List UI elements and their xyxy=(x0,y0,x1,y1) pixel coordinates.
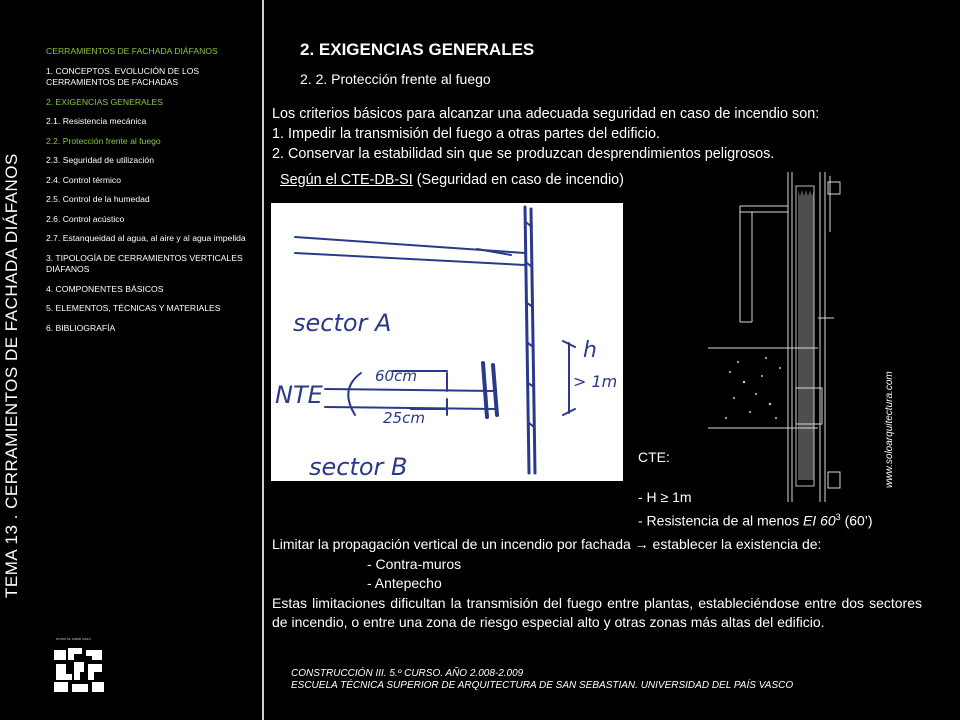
nav-item-acustico[interactable]: 2.6. Control acústico xyxy=(46,213,125,224)
logo-icon xyxy=(52,636,108,694)
nav-item-elementos[interactable]: 5. ELEMENTOS, TÉCNICAS Y MATERIALES xyxy=(46,303,221,313)
sketch-sector-b: sector B xyxy=(309,453,408,481)
university-logo xyxy=(52,636,108,694)
footer xyxy=(291,668,793,692)
sidebar-nav xyxy=(46,46,251,342)
watermark-text: www.soloarquitectura.com xyxy=(884,371,895,488)
cte-height-req: - H ≥ 1m xyxy=(638,489,692,505)
cte-link[interactable]: Según el CTE-DB-SI xyxy=(280,172,413,188)
cte-reference xyxy=(280,172,624,188)
sketch-sector-a: sector A xyxy=(293,309,392,337)
nav-item-bibliografia[interactable]: 6. BIBLIOGRAFÍA xyxy=(46,322,116,333)
sidebar-divider xyxy=(262,0,264,720)
nav-item-estanqueidad[interactable]: 2.7. Estanqueidad al agua, al aire y al agua impelida xyxy=(46,233,246,243)
nav-item-conceptos[interactable]: 1. CONCEPTOS. EVOLUCIÓN DE LOS CERRAMIENTOS DE FACHADAS xyxy=(46,65,200,87)
nav-item-proteccion[interactable]: 2.2. Protección frente al fuego xyxy=(46,135,161,146)
limit-paragraph: Estas limitaciones dificultan la transmisión del fuego entre plantas, estableciéndose entre dos sectores de incendio, o entre una zona de riesgo especial alto y otras zonas más altas del edificio. xyxy=(272,594,922,631)
footer-school: ESCUELA TÉCNICA SUPERIOR DE ARQUITECTURA DE SAN SEBASTIAN. UNIVERSIDAD DEL PAÍS VASCO xyxy=(291,680,794,691)
nav-item-exigencias[interactable]: 2. EXIGENCIAS GENERALES xyxy=(46,96,164,107)
nav-item-control-termico[interactable]: 2.4. Control térmico xyxy=(46,174,121,185)
intro-line: 1. Impedir la transmisión del fuego a otras partes del edificio. xyxy=(272,126,660,142)
intro-line: 2. Conservar la estabilidad sin que se produzcan desprendimientos peligrosos. xyxy=(272,146,775,162)
sketch-nte: NTE xyxy=(275,381,323,409)
limit-item-antepecho: - Antepecho xyxy=(367,575,442,592)
footer-course: CONSTRUCCIÓN III. 5.º CURSO. AÑO 2.008-2.009 xyxy=(291,668,524,679)
limit-text xyxy=(272,535,922,633)
page-subtitle: 2. 2. Protección frente al fuego xyxy=(300,71,491,87)
page-title: 2. EXIGENCIAS GENERALES xyxy=(300,40,535,59)
hand-sketch-image xyxy=(271,203,623,481)
nav-item-cerramientos[interactable]: CERRAMIENTOS DE FACHADA DIÁFANOS xyxy=(46,46,218,56)
nav-item-tipologia[interactable]: 3. TIPOLOGÍA DE CERRAMIENTOS VERTICALES DIÁFANOS xyxy=(46,252,243,274)
sketch-h: h xyxy=(583,338,597,363)
intro-line: Los criterios básicos para alcanzar una adecuada seguridad en caso de incendio son: xyxy=(272,106,820,122)
nav-item-componentes[interactable]: 4. COMPONENTES BÁSICOS xyxy=(46,283,164,294)
logo-motto: eman ta zabal zazu xyxy=(56,636,91,641)
cte-resistance-req: - Resistencia de al menos EI $60^3$ (60’) xyxy=(638,512,873,529)
nav-item-resistencia[interactable]: 2.1. Resistencia mecánica xyxy=(46,116,147,126)
limit-item-contramuros: - Contra-muros xyxy=(367,555,462,572)
cte-link-desc: (Seguridad en caso de incendio) xyxy=(412,172,624,188)
intro-text xyxy=(272,104,932,164)
watermark xyxy=(884,338,898,488)
nav-item-seguridad[interactable]: 2.3. Seguridad de utilización xyxy=(46,155,154,165)
cte-label: CTE: xyxy=(638,449,670,465)
sketch-h-value: > 1m xyxy=(573,372,618,391)
sketch-dim-60: 60cm xyxy=(375,367,417,385)
cte-requirements xyxy=(638,447,873,531)
vertical-title: TEMA 13 . CERRAMIENTOS DE FACHADA DIÁFANOS xyxy=(2,153,21,598)
nav-item-humedad[interactable]: 2.5. Control de la humedad xyxy=(46,194,150,204)
limit-line: Limitar la propagación vertical de un incendio por fachada → establecer la existencia de: xyxy=(272,536,822,552)
sketch-dim-25: 25cm xyxy=(383,409,425,427)
